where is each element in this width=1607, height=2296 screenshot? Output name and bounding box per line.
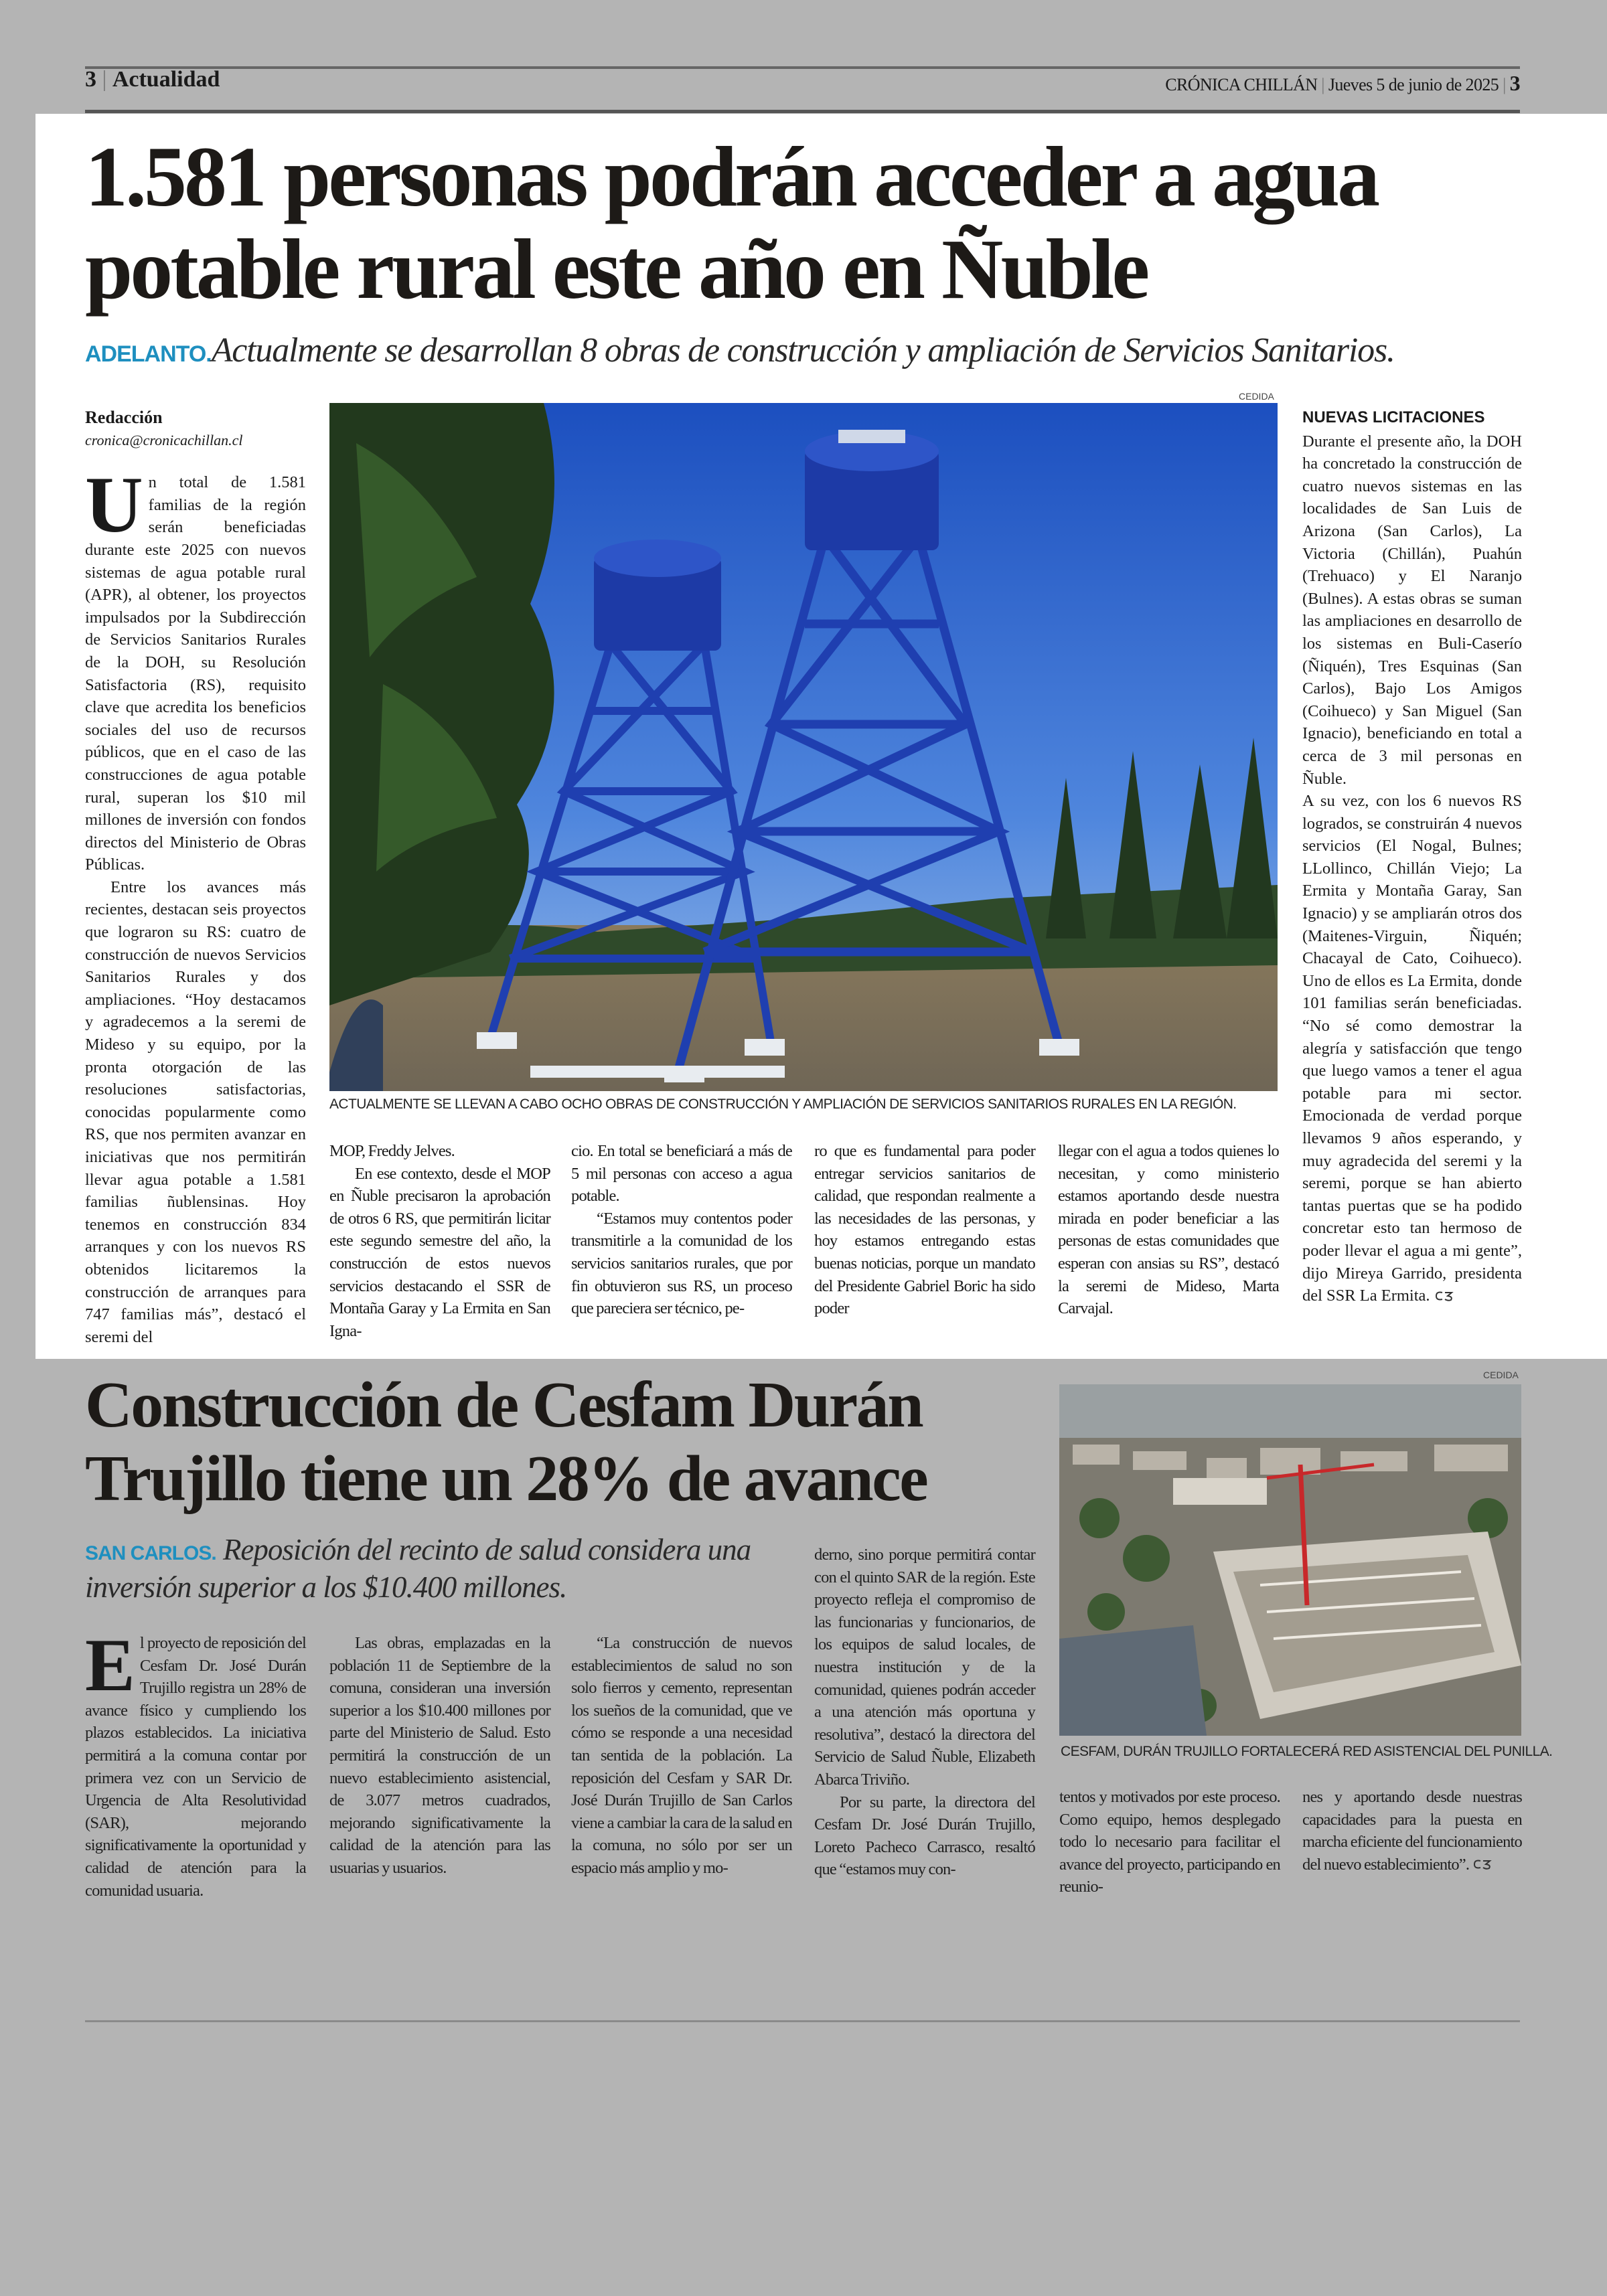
paragraph: tentos y motivados por este proceso. Como equipo, hemos desplegado todo lo necesario para facilitar el avance del proyecto, participando en reunio- — [1059, 1788, 1280, 1896]
header-bottom-rule — [85, 110, 1520, 113]
article-2-column-6 — [1302, 1786, 1522, 1877]
article-1-column-1 — [85, 406, 306, 1348]
article-1-column-2 — [329, 1140, 550, 1342]
section-label: 3 | Actualidad — [85, 67, 220, 92]
article-2-subtitle — [85, 1533, 751, 1604]
paragraph: cio. En total se beneficiará a más de 5 mil personas con acceso a agua potable. — [571, 1142, 792, 1206]
paragraph: En ese contexto, desde el MOP en Ñuble precisaron la aprobación de otros 6 RS, que permitirán licitar este segundo semestre del año, la construcción de estos nuevos servicios destacando el SSR de Montaña Garay y La Ermita en San Igna- — [329, 1164, 550, 1340]
water-towers-photo — [329, 403, 1278, 1091]
subtitle-text: Actualmente se desarrollan 8 obras de construcción y ampliación de Servicios Sanitarios. — [211, 331, 1395, 370]
article-2-column-1 — [85, 1624, 306, 1902]
photo-caption: CESFAM, DURÁN TRUJILLO FORTALECERÁ RED ASISTENCIAL DEL PUNILLA. — [1061, 1744, 1553, 1759]
issue-date: Jueves 5 de junio de 2025 — [1328, 75, 1499, 94]
article-2-column-5 — [1059, 1786, 1280, 1898]
paragraph: ro que es fundamental para poder entregar servicios sanitarios de calidad, que respondan realmente a las necesidades de las personas, y hoy estamos entregando estas buenas noticias, porque un mandato del Presidente Gabriel Boric ha sido poder — [814, 1142, 1035, 1318]
paragraph: Entre los avances más recientes, destacan seis proyectos que lograron su RS: cuatro de construcción de nuevos Servicios Sanitarios Rurales y dos ampliaciones. “Hoy destacamos y agradecemos a la seremi de Mideso y su equipo, por la pronta otorgación de las resoluciones satisfactorias, conocidas popularmente como RS, que nos permiten avanzar en iniciativas que nos permitirán llevar agua potable a 1.581 familias ñublensinas. Hoy tenemos en construcción 834 arranques y con los nuevos RS obtenidos licitaremos la construcción de arranques para 747 familias más”, destacó el seremi del — [85, 878, 306, 1346]
headline-line-1: 1.581 personas podrán acceder a agua — [85, 129, 1378, 224]
newspaper-name: CRÓNICA CHILLÁN — [1165, 75, 1318, 94]
aerial-construction-image — [1059, 1384, 1521, 1736]
byline: Redacción — [85, 408, 163, 427]
end-mark-icon — [1434, 1286, 1454, 1309]
headline-line-2: Trujillo tiene un 28% de avance — [85, 1442, 927, 1515]
paragraph: Por su parte, la directora del Cesfam Dr. José Durán Trujillo, Loreto Pacheco Carrasco, resaltó que “estamos muy con- — [814, 1793, 1035, 1879]
photo-caption: ACTUALMENTE SE LLEVAN A CABO OCHO OBRAS DE CONSTRUCCIÓN Y AMPLIACIÓN DE SERVICIOS SANITARIOS RURALES EN LA REGIÓN. — [329, 1096, 1237, 1112]
masthead-info: CRÓNICA CHILLÁN | Jueves 5 de junio de 2025 | 3 — [1165, 71, 1520, 95]
article-2-column-2 — [329, 1632, 550, 1880]
page-bottom-rule — [85, 2020, 1520, 2022]
section-name: Actualidad — [112, 67, 220, 92]
paragraph: derno, sino porque permitirá contar con el quinto SAR de la región. Este proyecto refleja el compromiso de las funcionarias y funcionarios, de los equipos de salud locales, de nuestra institución y de la comunidad, quienes podrán acceder a una atención más oportuna y resolutiva”, destacó la directora del Servicio de Salud Ñuble, Elizabeth Abarca Triviño. — [814, 1546, 1035, 1789]
article-1-subtitle — [85, 331, 1395, 370]
paragraph: l proyecto de reposición del Cesfam Dr. José Durán Trujillo registra un 28% de avance físico y cumpliendo los plazos establecidos. La iniciativa permitirá a la comuna contar por primera vez con un Servicio de Urgencia de Alta Resolutividad (SAR), mejorando significativamente la oportunidad y calidad de atención para la comunidad usuaria. — [85, 1634, 306, 1900]
drop-cap: E — [85, 1624, 135, 1707]
article-1-sidebar — [1302, 406, 1522, 1308]
subtitle-text: Reposición del recinto de salud considera una — [222, 1533, 751, 1566]
paragraph: Durante el presente año, la DOH ha concretado la construcción de cuatro nuevos sistemas en las localidades de San Luis de Arizona (San Carlos), La Victoria (Chillán), Puahún (Trehuaco) y El Naranjo (Bulnes). A estas obras se suman las ampliaciones en desarrollo de los sistemas en Buli-Caserío (Ñiquén), Tres Esquinas (San Carlos), Bajo Los Amigos (Coihueco) y San Miguel (San Ignacio), beneficiando en total a cerca de 3 mil personas en Ñuble. — [1302, 432, 1522, 788]
kicker: ADELANTO. — [85, 341, 212, 367]
photo-credit: CEDIDA — [1483, 1370, 1519, 1380]
header-top-rule — [85, 66, 1520, 69]
drop-cap: U — [85, 460, 143, 550]
paragraph: “Estamos muy contentos poder transmitirle a la comunidad de los servicios sanitarios rurales, que por fin obtuvieron sus RS, un proceso que pareciera ser técnico, pe- — [571, 1209, 792, 1318]
article-2-column-4 — [814, 1544, 1035, 1881]
headline-line-2: potable rural este año en Ñuble — [85, 222, 1148, 317]
subtitle-text: inversión superior a los $10.400 millones. — [85, 1570, 567, 1604]
paragraph: A su vez, con los 6 nuevos RS logrados, se construirán 4 nuevos servicios (El Nogal, Bulnes; LLollinco, Chillán Viejo; La Ermita y Montaña Garay, San Ignacio) y se ampliarán otros dos (Maitenes-Virguin, Ñiquén; Chacayal de Cato, Coihueco). Uno de ellos es La Ermita, donde 101 familias serán beneficiadas. “No sé como demostrar la alegría y satisfacción que tengo que luego vamos a tener el agua potable para mi sector. Emocionada de verdad porque llevamos 9 años esperando, y muy agradecida del seremi y la seremi, porque se han abierto tantas puertas que se ha podido concretar esto tan hermoso de poder llevar el agua a mi gente”, dijo Mireya Garrido, presidenta del SSR La Ermita. — [1302, 792, 1522, 1305]
photo-credit: CEDIDA — [1239, 391, 1274, 402]
paragraph: nes y aportando desde nuestras capacidades para la puesta en marcha eficiente del funcionamiento del nuevo establecimiento”. — [1302, 1788, 1522, 1874]
paragraph: Las obras, emplazadas en la población 11 de Septiembre de la comuna, consideran una inversión superior a los $10.400 millones por parte del Ministerio de Salud. Esto permitirá la construcción de un nuevo establecimiento asistencial, de 3.077 metros cuadrados, mejorando significativamente la calidad de la atención para las usuarias y usuarios. — [329, 1634, 550, 1877]
article-1-column-4 — [814, 1140, 1035, 1320]
paragraph: llegar con el agua a todos quienes lo necesitan, y como ministerio estamos aportando desde nuestra mirada en poder beneficiar a las personas de estas comunidades que esperan con ansias su RS”, destacó la seremi de Mideso, Marta Carvajal. — [1058, 1142, 1279, 1318]
article-1-column-5 — [1058, 1140, 1279, 1320]
water-towers-image — [329, 403, 1278, 1091]
article-2-headline — [85, 1369, 927, 1516]
article-1-headline — [85, 131, 1377, 315]
page-number-right: 3 — [1509, 71, 1520, 95]
author-email[interactable]: cronica@cronicachillan.cl — [85, 431, 243, 448]
headline-line-1: Construcción de Cesfam Durán — [85, 1369, 923, 1441]
article-2-column-3 — [571, 1632, 792, 1880]
cesfam-construction-photo — [1059, 1384, 1521, 1736]
kicker: SAN CARLOS. — [85, 1542, 216, 1564]
article-1-column-3 — [571, 1140, 792, 1320]
paragraph: MOP, Freddy Jelves. — [329, 1142, 455, 1160]
paragraph: “La construcción de nuevos establecimientos de salud no son solo fierros y cemento, representan los sueños de la comunidad, que ve cómo se responde a una necesidad tan sentida de la población. La reposición del Cesfam y SAR Dr. José Durán Trujillo de San Carlos viene a cambiar la cara de la salud en la comuna, no sólo por ser un espacio más amplio y mo- — [571, 1634, 792, 1877]
page-number-left: 3 — [85, 67, 96, 92]
paragraph: n total de 1.581 familias de la región serán beneficiadas durante este 2025 con nuevos sistemas de agua potable rural (APR), al obtener, los proyectos impulsados por la Subdirección de Servicios Sanitarios Rurales de la DOH, su Resolución Satisfactoria (RS), requisito clave que acredita los beneficios sociales del uso de recursos públicos, que en el caso de las construcciones de agua potable rural, superan los $10 mil millones de inversión con fondos directos del Ministerio de Obras Públicas. — [85, 473, 306, 874]
sidebar-heading: NUEVAS LICITACIONES — [1302, 408, 1485, 426]
end-mark-icon — [1472, 1854, 1493, 1877]
